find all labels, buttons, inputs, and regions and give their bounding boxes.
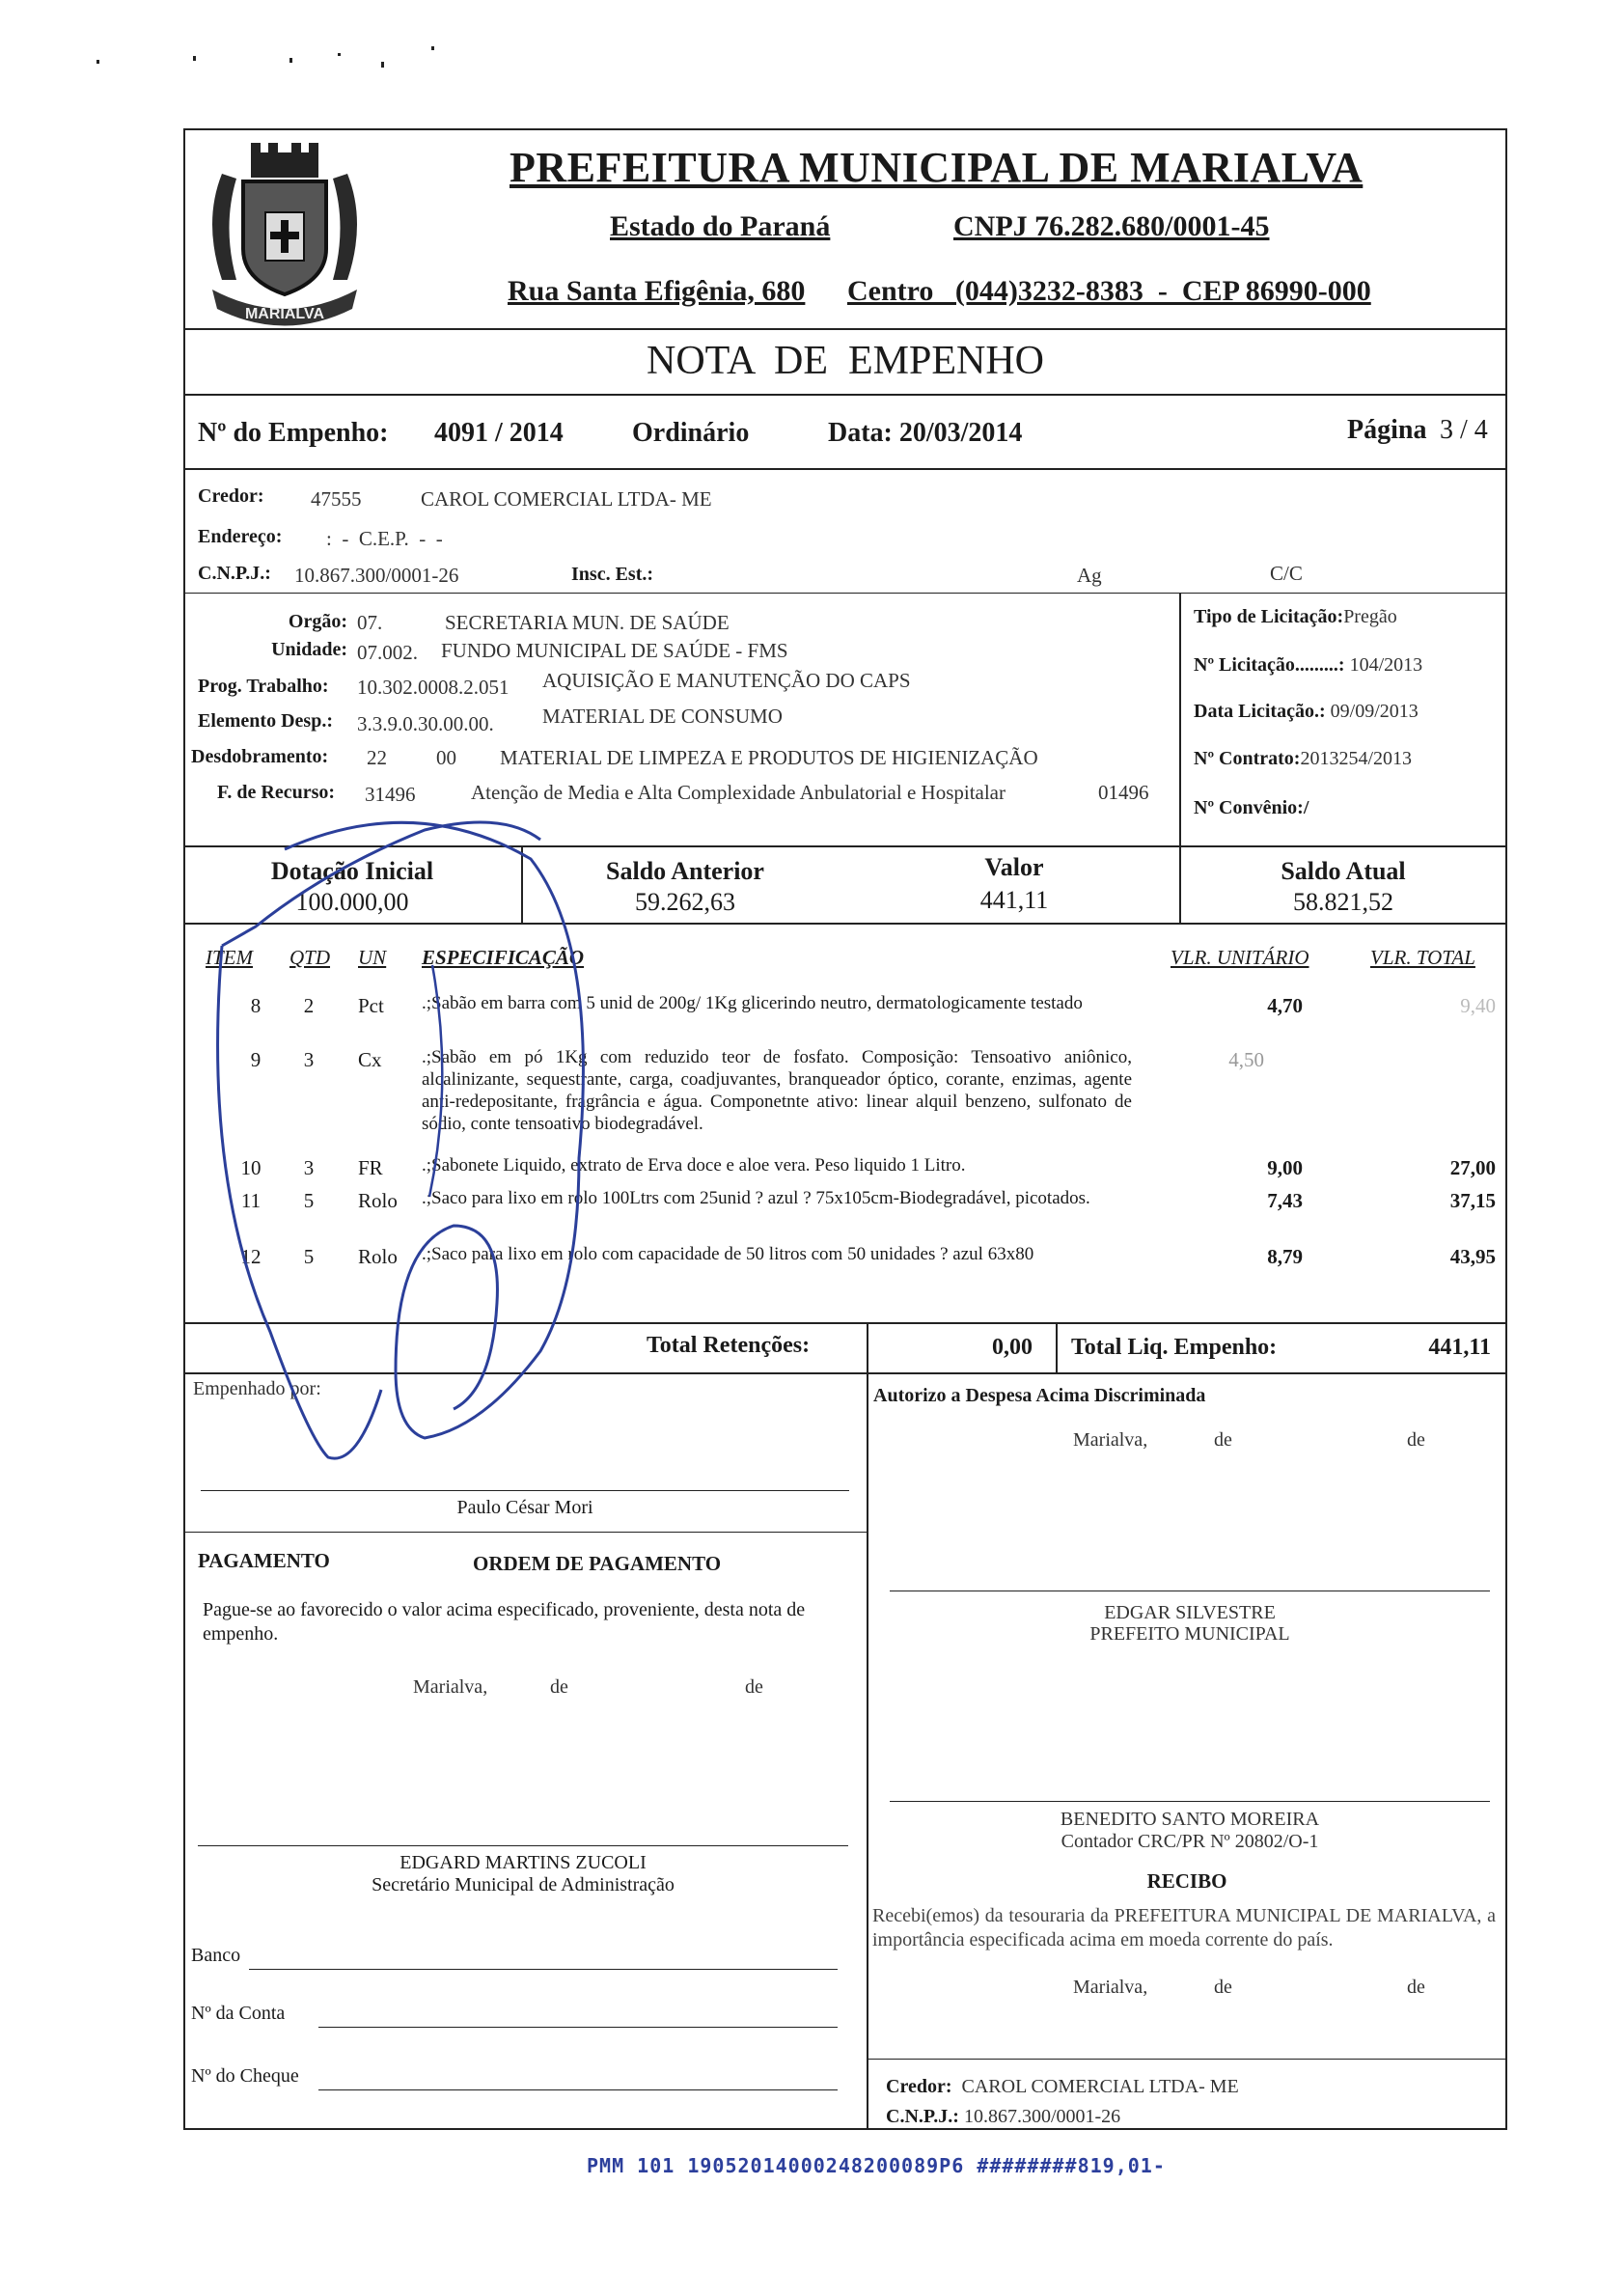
item-number: 8 xyxy=(250,994,262,1017)
recurso-code: 31496 xyxy=(365,783,416,806)
autorizo-city: Marialva, xyxy=(1073,1429,1148,1451)
prefeito-name: EDGAR SILVESTRE xyxy=(1104,1602,1276,1623)
pague-text: Pague-se ao favorecido o valor acima especificado, proveniente, desta nota de empenho. xyxy=(203,1599,806,1645)
prefeito-title: PREFEITO MUNICIPAL xyxy=(1089,1623,1290,1645)
prog-name: AQUISIÇÃO E MANUTENÇÃO DO CAPS xyxy=(542,669,911,692)
orgao-code: 07. xyxy=(357,611,383,634)
col-spec: ESPECIFICAÇÃO xyxy=(422,946,585,969)
item-number: 11 xyxy=(240,1189,262,1212)
scan-speck xyxy=(289,58,292,63)
item-number: 10 xyxy=(240,1156,262,1179)
cnpj-label: C.N.P.J.: xyxy=(198,563,271,584)
scan-speck xyxy=(381,62,384,68)
col-total-price: VLR. TOTAL xyxy=(1370,946,1475,969)
data-licitacao: 09/09/2013 xyxy=(1330,701,1419,722)
item-qtd: 5 xyxy=(303,1245,315,1268)
scan-speck xyxy=(338,53,341,56)
item-spec: .;Saco para lixo em rolo com capacidade de 50 litros com 50 unidades ? azul 63x80 xyxy=(422,1244,1034,1264)
empenho-date: Data: 20/03/2014 xyxy=(828,418,1023,448)
secretario-name: EDGARD MARTINS ZUCOLI xyxy=(400,1852,647,1873)
item-un: Rolo xyxy=(358,1245,398,1268)
item-total-price: 43,95 xyxy=(1449,1245,1496,1268)
autorizo-de-1: de xyxy=(1214,1429,1232,1451)
recurso-label: F. de Recurso: xyxy=(217,782,336,803)
pagamento-title: PAGAMENTO xyxy=(198,1549,330,1572)
pagamento-de-2: de xyxy=(745,1676,763,1698)
divider xyxy=(183,1532,867,1533)
empenho-number-label: Nº do Empenho: xyxy=(198,418,389,448)
numero-licitacao: 104/2013 xyxy=(1349,654,1423,676)
item-qtd: 5 xyxy=(303,1189,315,1212)
header-cnpj: CNPJ 76.282.680/0001-45 xyxy=(953,210,1270,242)
recibo-text: Recebi(emos) da tesouraria da PREFEITURA MUNICIPAL DE MARIALVA, a importância especificada acima em moeda corrente do país. xyxy=(872,1905,1496,1950)
item-un: Pct xyxy=(358,994,384,1017)
recibo-credor-name: CAROL COMERCIAL LTDA- ME xyxy=(961,2076,1239,2097)
recibo-city: Marialva, xyxy=(1073,1977,1148,1998)
saldo-anterior-value: 59.262,63 xyxy=(635,888,735,916)
ag-label: Ag xyxy=(1077,564,1102,587)
ordem-pagamento-title: ORDEM DE PAGAMENTO xyxy=(473,1552,722,1575)
banco-label: Banco xyxy=(191,1945,241,1966)
vertical-divider xyxy=(867,1322,868,1372)
item-spec: .;Sabão em barra com 5 unid de 200g/ 1Kg glicerindo neutro, dermatologicamente testado xyxy=(422,993,1083,1013)
retencoes-value: 0,00 xyxy=(992,1335,1033,1360)
valor-label: Valor xyxy=(984,853,1044,881)
recibo-credor-label: Credor: xyxy=(886,2076,952,2097)
divider xyxy=(183,1322,1507,1324)
recibo-title: RECIBO xyxy=(1146,1869,1227,1893)
divider xyxy=(183,1372,1507,1374)
item-unit-price: 7,43 xyxy=(1267,1189,1303,1212)
liquido-label: Total Liq. Empenho: xyxy=(1071,1335,1278,1360)
divider xyxy=(183,328,1507,330)
pagamento-city: Marialva, xyxy=(413,1676,488,1698)
unidade-label: Unidade: xyxy=(271,639,347,660)
item-unit-price: 8,79 xyxy=(1267,1245,1303,1268)
col-unit-price: VLR. UNITÁRIO xyxy=(1171,946,1309,969)
divider xyxy=(183,468,1507,470)
barcode-text: PMM 101 19052014000248200089P6 ########819,01- xyxy=(587,2154,1166,2177)
retencoes-label: Total Retenções: xyxy=(647,1333,811,1358)
item-total-price: 9,40 xyxy=(1460,994,1496,1017)
desdobramento-code: 22 xyxy=(367,746,387,769)
saldo-anterior-label: Saldo Anterior xyxy=(606,857,764,885)
credor-label: Credor: xyxy=(198,485,264,507)
municipal-seal xyxy=(193,135,376,338)
divider xyxy=(867,2059,1507,2060)
autorizo-de-2: de xyxy=(1407,1429,1425,1451)
header-district-phone: Centro (044)3232-8383 - CEP 86990-000 xyxy=(847,275,1371,307)
vertical-divider xyxy=(1179,593,1181,845)
item-qtd: 2 xyxy=(303,994,315,1017)
item-qtd: 3 xyxy=(303,1156,315,1179)
numero-licitacao-label: Nº Licitação.........: xyxy=(1194,654,1345,676)
item-spec: .;Sabonete Liquido, extrato de Erva doce e aloe vera. Peso liquido 1 Litro. xyxy=(422,1155,966,1176)
creditor-cnpj: 10.867.300/0001-26 xyxy=(294,564,459,587)
conta-line xyxy=(318,2027,838,2028)
state-name: Estado do Paraná xyxy=(610,210,831,242)
orgao-label: Orgão: xyxy=(288,611,347,632)
item-unit-price: 4,70 xyxy=(1267,994,1303,1017)
contrato-label: Nº Contrato: xyxy=(1194,748,1301,769)
desdobramento-name: MATERIAL DE LIMPEZA E PRODUTOS DE HIGIENIZAÇÃO xyxy=(500,746,1038,769)
item-un: Rolo xyxy=(358,1189,398,1212)
scan-speck xyxy=(431,46,434,50)
credor-name: CAROL COMERCIAL LTDA- ME xyxy=(421,487,712,511)
recibo-de-1: de xyxy=(1214,1977,1232,1998)
scan-speck xyxy=(193,56,196,61)
scan-speck xyxy=(96,60,99,64)
dotacao-label: Dotação Inicial xyxy=(270,857,434,885)
unidade-code: 07.002. xyxy=(357,641,418,664)
recibo-de-2: de xyxy=(1407,1977,1425,1998)
desdobramento-label: Desdobramento: xyxy=(191,746,329,767)
pagamento-de-1: de xyxy=(550,1676,568,1698)
tipo-licitacao-label: Tipo de Licitação: xyxy=(1194,606,1344,627)
elemento-code: 3.3.9.0.30.00.00. xyxy=(357,712,494,735)
item-total-price: 27,00 xyxy=(1449,1156,1496,1179)
item-total-price: 37,15 xyxy=(1449,1189,1496,1212)
desdobramento-sub: 00 xyxy=(436,746,456,769)
item-spec: .;Saco para lixo em rolo 100Ltrs com 25unid ? azul ? 75x105cm-Biodegradável, picotados. xyxy=(422,1188,1090,1208)
secretario-title: Secretário Municipal de Administração xyxy=(372,1874,675,1895)
empenho-type: Ordinário xyxy=(632,418,750,448)
vertical-divider xyxy=(1056,1322,1058,1372)
col-un: UN xyxy=(358,946,387,969)
recurso-name: Atenção de Media e Alta Complexidade Anbulatorial e Hospitalar xyxy=(471,781,1006,804)
item-un: FR xyxy=(358,1156,383,1179)
divider xyxy=(183,845,1507,847)
vertical-divider xyxy=(867,1372,868,2130)
cc-label: C/C xyxy=(1270,562,1303,585)
col-item: ITEM xyxy=(206,946,253,969)
item-number: 9 xyxy=(250,1048,262,1071)
autorizo-text: Autorizo a Despesa Acima Discriminada xyxy=(873,1385,1206,1406)
signature-line xyxy=(890,1801,1490,1802)
cheque-label: Nº do Cheque xyxy=(191,2065,299,2087)
item-un: Cx xyxy=(358,1048,382,1071)
unidade-name: FUNDO MUNICIPAL DE SAÚDE - FMS xyxy=(441,639,788,662)
signature-line xyxy=(201,1490,849,1491)
endereco-label: Endereço: xyxy=(198,526,283,547)
contador-title: Contador CRC/PR Nº 20802/O-1 xyxy=(1061,1831,1319,1852)
svg-text:MARIALVA: MARIALVA xyxy=(244,306,325,322)
prog-label: Prog. Trabalho: xyxy=(198,676,329,697)
dotacao-value: 100.000,00 xyxy=(295,888,409,916)
banco-line xyxy=(249,1969,838,1970)
divider xyxy=(183,394,1507,396)
header-address: Rua Santa Efigênia, 680 xyxy=(508,275,806,307)
contrato-number: 2013254/2013 xyxy=(1300,748,1413,769)
prog-code: 10.302.0008.2.051 xyxy=(357,676,510,699)
recibo-cnpj: 10.867.300/0001-26 xyxy=(963,2106,1121,2127)
convenio-label: Nº Convênio:/ xyxy=(1194,797,1309,818)
orgao-name: SECRETARIA MUN. DE SAÚDE xyxy=(445,611,730,634)
recibo-cnpj-label: C.N.P.J.: xyxy=(886,2106,959,2127)
item-unit-price: 4,50 xyxy=(1228,1048,1264,1071)
page-label: Página xyxy=(1347,415,1427,445)
credor-code: 47555 xyxy=(311,487,362,511)
item-qtd: 3 xyxy=(303,1048,315,1071)
liquido-value: 441,11 xyxy=(1428,1335,1491,1360)
empenhado-label: Empenhado por: xyxy=(193,1378,321,1399)
signature-line xyxy=(198,1845,848,1846)
contador-name: BENEDITO SANTO MOREIRA xyxy=(1060,1809,1320,1830)
tipo-licitacao: Pregão xyxy=(1343,606,1397,627)
endereco-value: : - C.E.P. - - xyxy=(326,527,443,550)
municipality-title: PREFEITURA MUNICIPAL DE MARIALVA xyxy=(510,144,1364,191)
divider xyxy=(183,593,1507,594)
elemento-label: Elemento Desp.: xyxy=(198,710,333,732)
document-title: NOTA DE EMPENHO xyxy=(647,339,1044,383)
cheque-line xyxy=(318,2089,838,2090)
empenhado-name: Paulo César Mori xyxy=(456,1497,593,1518)
empenho-number: 4091 / 2014 xyxy=(434,418,564,448)
item-number: 12 xyxy=(240,1245,262,1268)
recurso-code-2: 01496 xyxy=(1098,781,1149,804)
data-licitacao-label: Data Licitação.: xyxy=(1194,701,1326,722)
divider xyxy=(183,923,1507,925)
col-qtd: QTD xyxy=(289,946,331,969)
page-number: 3 / 4 xyxy=(1440,415,1488,445)
valor-value: 441,11 xyxy=(979,886,1049,914)
conta-label: Nº da Conta xyxy=(191,2003,286,2024)
item-spec: .;Sabão em pó 1Kg com reduzido teor de fosfato. Composição: Tensoativo aniônico, alcalinizante, sequestrante, carga, coadjuvantes, branqueador óptico, corante, enzimas, agente anti-redepositante, fragrância e água. Componetnte ativo: linear alquil benzeno, sulfonato de sódio, conte tensoativo biodegradável. xyxy=(422,1047,1132,1134)
item-unit-price: 9,00 xyxy=(1267,1156,1303,1179)
elemento-name: MATERIAL DE CONSUMO xyxy=(542,705,783,728)
saldo-atual-label: Saldo Atual xyxy=(1281,857,1406,885)
insc-est-label: Insc. Est.: xyxy=(571,564,654,585)
saldo-atual-value: 58.821,52 xyxy=(1293,888,1393,916)
